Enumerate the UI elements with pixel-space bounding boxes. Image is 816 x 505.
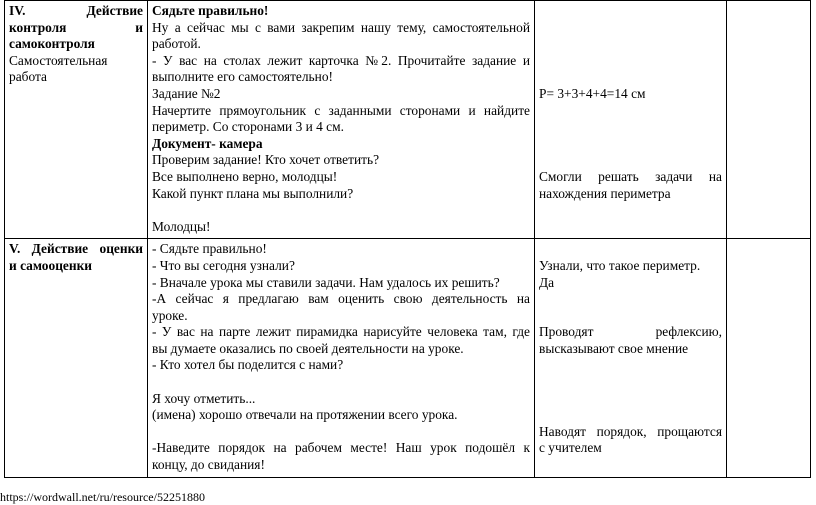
lesson-plan-table (4, 0, 811, 478)
stage-cell (5, 239, 148, 477)
stage-word: Действие (86, 3, 143, 18)
teacher-activity-cell (148, 239, 535, 477)
teacher-line: -А сейчас я предлагаю вам оценить свою деятельность на (152, 291, 530, 307)
stage-subtitle: Самостоятельная работа (9, 52, 108, 85)
student-line: Проводят рефлексию, (539, 324, 722, 340)
teacher-line: Ну а сейчас мы с вами закрепим нашу тему, самостоятельной (152, 19, 530, 35)
stage-cell (5, 1, 148, 239)
teacher-line: - Сядьте правильно! (152, 241, 267, 257)
student-answer: P= 3+3+4+4=14 см (539, 85, 646, 101)
stage-word-selfcontrol: самоконтроля (9, 36, 95, 52)
spacer (152, 202, 530, 219)
student-activity-cell (535, 1, 727, 239)
teacher-line: - У вас на парте лежит пирамидка нарисуйте человека там, где (152, 324, 530, 340)
student-line: Да (539, 274, 555, 290)
teacher-line: Какой пункт плана мы выполнили? (152, 185, 354, 201)
student-activity-cell (535, 239, 727, 477)
source-url: https://wordwall.net/ru/resource/52251880 (0, 490, 205, 504)
teacher-line: Молодцы! (152, 218, 211, 234)
teacher-line: - Что вы сегодня узнали? (152, 257, 295, 273)
teacher-line: Я хочу отметить... (152, 390, 256, 406)
student-line: высказывают свое мнение (539, 340, 689, 356)
teacher-line: - Кто хотел бы поделится с нами? (152, 357, 344, 373)
stage-title-line1: V. Действие оценки (9, 241, 143, 257)
teacher-activity-cell (148, 1, 535, 239)
teacher-line: работой. (152, 36, 201, 52)
student-line: Наводят порядок, прощаются (539, 423, 722, 439)
teacher-line: Все выполнено верно, молодцы! (152, 168, 338, 184)
teacher-line: Проверим задание! Кто хочет ответить? (152, 152, 380, 168)
teacher-line: (имена) хорошо отвечали на протяжении всего урока. (152, 407, 458, 423)
table-row-stage-4 (5, 1, 811, 239)
empty-cell (727, 239, 811, 477)
teacher-line: вы думаете оказались по своей деятельности на уроке. (152, 340, 464, 356)
stage-title-line2 (9, 20, 143, 37)
student-line: с учителем (539, 440, 602, 456)
teacher-line: уроке. (152, 307, 188, 323)
student-result-line: нахождения периметра (539, 185, 671, 201)
teacher-heading: Сядьте правильно! (152, 3, 269, 18)
teacher-line: периметр. Со сторонами 3 и 4 см. (152, 119, 344, 135)
doc-camera-label: Документ- камера (152, 135, 263, 151)
stage-title-line1 (9, 3, 143, 20)
empty-cell (727, 1, 811, 239)
teacher-line: Начертите прямоугольник с заданными сторонами и найдите (152, 102, 530, 118)
student-line: Узнали, что такое периметр. (539, 257, 701, 273)
stage-word-and: и (135, 19, 143, 35)
teacher-line: Задание №2 (152, 85, 221, 101)
teacher-line: - У вас на столах лежит карточка №2. Прочитайте задание и (152, 52, 530, 68)
teacher-line: концу, до свидания! (152, 457, 265, 473)
stage-word-control: контроля (9, 19, 67, 35)
stage-title-line2: и самооценки (9, 257, 93, 273)
student-result-line: Смогли решать задачи на (539, 168, 722, 184)
teacher-line: выполните его самостоятельно! (152, 69, 333, 85)
teacher-line: -Наведите порядок на рабочем месте! Наш урок подошёл к (152, 440, 530, 456)
teacher-line: - Вначале урока мы ставили задачи. Нам удалось их решить? (152, 274, 500, 290)
stage-number: IV. (9, 3, 26, 18)
table-row-stage-5 (5, 239, 811, 477)
